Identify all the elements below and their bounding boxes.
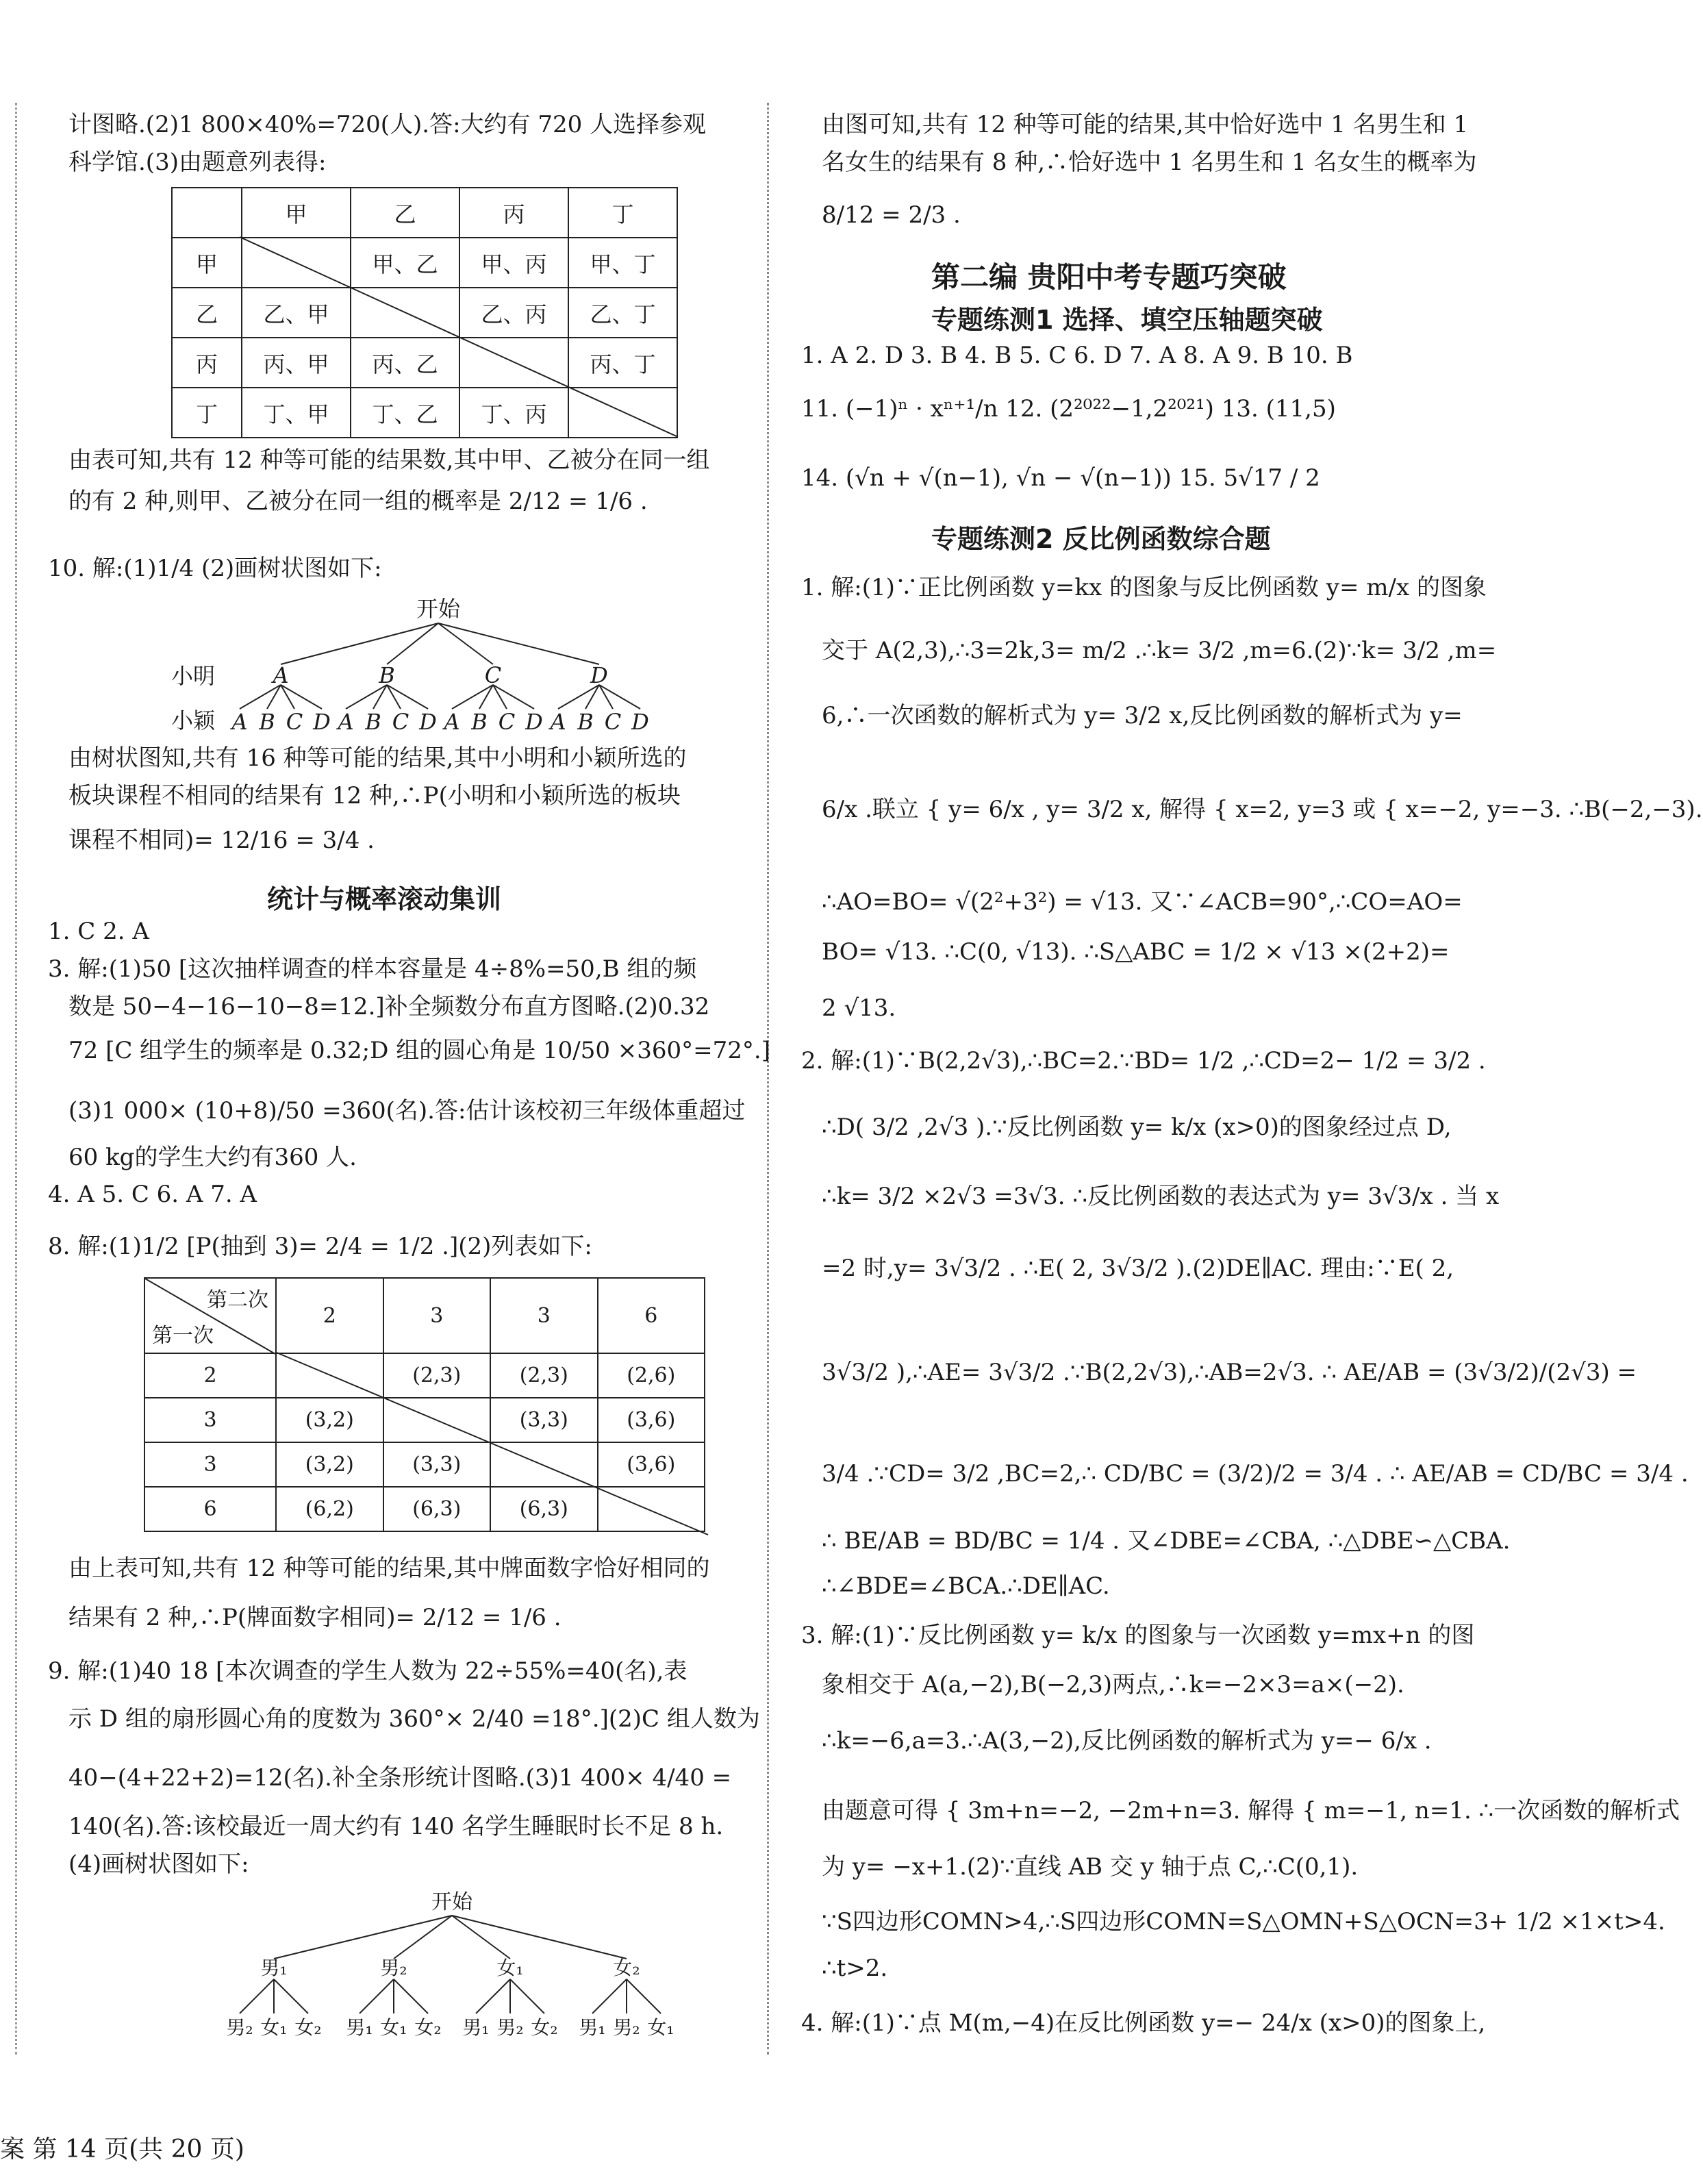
tree-node: B [379,662,395,688]
tree-node: 男₁ [260,1957,288,1979]
text-line: (3)1 000× (10+8)/50 =360(名).答:估计该校初三年级体重超过 [68,1097,746,1125]
tree-node: 男₁ [579,2016,606,2039]
text-line: 2 √13. [822,994,896,1022]
text-line: 3√3/2 ),∴AE= 3√3/2 .∵B(2,2√3),∴AB=2√3. ∴ AE/AB = (3√3/2)/(2√3) = [822,1359,1637,1386]
tree-node: 女₁ [380,2016,407,2039]
tree-label: 小明 [171,663,216,689]
text-line: 4. A 5. C 6. A 7. A [48,1181,257,1208]
tree-node: A [231,709,248,735]
text-line: 9. 解:(1)40 18 [本次调查的学生人数为 22÷55%=40(名),表 [48,1657,687,1685]
tree-node: A [273,662,289,688]
text-line: 10. 解:(1)1/4 (2)画树状图如下: [48,555,382,582]
text-line: 由图可知,共有 12 种等可能的结果,其中恰好选中 1 名男生和 1 [822,111,1469,138]
tree-label: 开始 [416,596,461,622]
tree-node: A [550,709,566,735]
tree-node: A [444,709,460,735]
tree-label: 开始 [431,1890,472,1914]
text-line: 72 [C 组学生的频率是 0.32;D 组的圆心角是 10/50 ×360°=72°.] [68,1037,770,1064]
text-line: 3. 解:(1)50 [这次抽样调查的样本容量是 4÷8%=50,B 组的频 [48,955,697,983]
text-line: ∴k= 3/2 ×2√3 =3√3. ∴反比例函数的表达式为 y= 3√3/x . 当 x [822,1183,1500,1210]
tree-node: 女₁ [496,1957,524,1979]
table-cell: 甲 [242,188,351,238]
tree-node: 女₁ [260,2016,288,2039]
table-cell: (2,6) [598,1353,705,1398]
tree-node: C [498,709,516,735]
table-cell: (3,6) [598,1442,705,1487]
tree-node: C [392,709,409,735]
text-line: 1. A 2. D 3. B 4. B 5. C 6. D 7. A 8. A 9. B 10. B [801,342,1353,369]
tree-node: 女₂ [613,1957,640,1979]
text-line: 名女生的结果有 8 种,∴恰好选中 1 名男生和 1 名女生的概率为 [822,149,1477,176]
tree-node: 女₁ [647,2016,674,2039]
table-cell: 6 [144,1487,276,1531]
table-cell: 甲、丙 [459,238,568,288]
table-cell: (3,2) [276,1398,383,1442]
table-cell: 2 [276,1278,383,1353]
text-line: 40−(4+22+2)=12(名).补全条形统计图略.(3)1 400× 4/40 = [68,1764,732,1792]
table-cell: 乙、甲 [242,288,351,338]
text-line: 数是 50−4−16−10−8=12.]补全频数分布直方图略.(2)0.32 [68,993,710,1020]
table-cell: 甲、丁 [568,238,677,288]
text-line: ∴k=−6,a=3.∴A(3,−2),反比例函数的解析式为 y=− 6/x . [822,1727,1432,1755]
table-cell: (3,2) [276,1442,383,1487]
text-line: =2 时,y= 3√3/2 . ∴E( 2, 3√3/2 ).(2)DE∥AC. 理由:∵E( 2, [822,1255,1454,1282]
table-cell: 2 [144,1353,276,1398]
text-line: 计图略.(2)1 800×40%=720(人).答:大约有 720 人选择参观 [68,111,707,138]
text-line: (4)画树状图如下: [68,1850,249,1878]
table-cell: 丙 [459,188,568,238]
table-cell: 丙、甲 [242,338,351,388]
table-cell: (6,3) [383,1487,491,1531]
table-cell: 丁、甲 [242,388,351,438]
text-line: 由表可知,共有 12 种等可能的结果数,其中甲、乙被分在同一组 [68,447,710,474]
table-cell: (3,6) [598,1398,705,1442]
tree-node: B [365,709,381,735]
text-line: 交于 A(2,3),∴3=2k,3= m/2 .∴k= 3/2 ,m=6.(2)∵k= 3/2 ,m= [822,637,1497,664]
text-line: ∵S四边形COMN>4,∴S四边形COMN=S△OMN+S△OCN=3+ 1/2 ×1×t>4. [822,1908,1665,1935]
text-line: 的有 2 种,则甲、乙被分在同一组的概率是 2/12 = 1/6 . [68,488,648,515]
text-line: 4. 解:(1)∵点 M(m,−4)在反比例函数 y=− 24/x (x>0)的图象上, [801,2009,1486,2037]
table-cell: 6 [598,1278,705,1353]
tree-node: 男₂ [613,2016,640,2039]
table-cell: 3 [144,1398,276,1442]
table-cell: (3,3) [490,1398,598,1442]
text-line: 8. 解:(1)1/2 [P(抽到 3)= 2/4 = 1/2 .](2)列表如下: [48,1233,592,1260]
tree-node: D [525,709,543,735]
table-cell: (6,3) [490,1487,598,1531]
table-cell: 丁 [172,388,242,438]
tree-label: 小颖 [171,707,216,733]
text-line: ∴t>2. [822,1955,888,1982]
tree-node: D [419,709,437,735]
tree-node: A [338,709,354,735]
text-line: ∴∠BDE=∠BCA.∴DE∥AC. [822,1572,1110,1600]
text-line: 由题意可得 { 3m+n=−2, −2m+n=3. 解得 { m=−1, n=1. ∴一次函数的解析式 [822,1797,1680,1824]
page-footer: 案 第 14 页(共 20 页) [0,2135,244,2163]
table-cell: (3,3) [383,1442,491,1487]
text-line: 结果有 2 种,∴P(牌面数字相同)= 2/12 = 1/6 . [68,1604,562,1631]
text-line: 14. (√n + √(n−1), √n − √(n−1)) 15. 5√17 / 2 [801,464,1320,492]
table-cell: 3 [144,1442,276,1487]
tree-node: B [577,709,594,735]
text-line: BO= √13. ∴C(0, √13). ∴S△ABC = 1/2 × √13 ×(2+2)= [822,938,1450,966]
tree-diagram-ABCD [171,596,692,740]
tree-diagram-gender [185,1887,705,2051]
table-cell: 甲 [172,238,242,288]
tree-node: 女₂ [531,2016,558,2039]
table-cell: 丙、乙 [351,338,459,388]
text-line: ∴ BE/AB = BD/BC = 1/4 . 又∠DBE=∠CBA, ∴△DBE∽△CBA. [822,1527,1511,1555]
table-cell: (2,3) [490,1353,598,1398]
text-line: 由上表可知,共有 12 种等可能的结果,其中牌面数字恰好相同的 [68,1555,710,1582]
text-line: 由树状图知,共有 16 种等可能的结果,其中小明和小颖所选的 [68,744,687,772]
table-diagonal [277,1353,708,1535]
table-cell: 3 [383,1278,491,1353]
section-heading: 专题练测2 反比例函数综合题 [931,524,1271,554]
text-line: 3. 解:(1)∵反比例函数 y= k/x 的图象与一次函数 y=mx+n 的图 [801,1622,1475,1649]
table-cell: 丙 [172,338,242,388]
text-line: 11. (−1)ⁿ · xⁿ⁺¹/n 12. (2²⁰²²−1,2²⁰²¹) 13. (11,5) [801,395,1336,423]
text-line: 3/4 .∵CD= 3/2 ,BC=2,∴ CD/BC = (3/2)/2 = 3/4 . ∴ AE/AB = CD/BC = 3/4 . [822,1460,1689,1488]
tree-node: 男₁ [462,2016,490,2039]
text-line: 象相交于 A(a,−2),B(−2,3)两点,∴k=−2×3=a×(−2). [822,1671,1404,1698]
tree-node: 男₂ [226,2016,253,2039]
tree-node: 男₂ [380,1957,407,1979]
tree-node: 男₁ [346,2016,373,2039]
column-divider [767,103,769,2055]
text-line: 8/12 = 2/3 . [822,201,961,229]
table-cell: (6,2) [276,1487,383,1531]
table-cell: 甲、乙 [351,238,459,288]
tree-node: B [471,709,488,735]
text-line: 2. 解:(1)∵B(2,2√3),∴BC=2.∵BD= 1/2 ,∴CD=2− 1/2 = 3/2 . [801,1047,1486,1075]
text-line: 板块课程不相同的结果有 12 种,∴P(小明和小颖所选的板块 [68,782,681,809]
table-diagonal [240,237,678,437]
table-cell [172,188,242,238]
text-line: 6/x .联立 { y= 6/x , y= 3/2 x, 解得 { x=2, y=3 或 { x=−2, y=−3. ∴B(−2,−3). [822,796,1703,823]
table-cell: (2,3) [383,1353,491,1398]
tree-node: B [259,709,275,735]
corner-label-bottom: 第一次 [152,1324,214,1348]
text-line: 示 D 组的扇形圆心角的度数为 360°× 2/40 =18°.](2)C 组人数为 [68,1705,760,1733]
text-line: ∴D( 3/2 ,2√3 ).∵反比例函数 y= k/x (x>0)的图象经过点 D, [822,1114,1452,1141]
table-cell: 丁 [568,188,677,238]
tree-node: C [286,709,303,735]
tree-node: D [313,709,331,735]
table-cell: 乙 [172,288,242,338]
section-heading: 专题练测1 选择、填空压轴题突破 [931,305,1323,335]
left-margin-rule [15,103,17,2055]
tree-node: 女₂ [414,2016,442,2039]
table-cell: 丁、乙 [351,388,459,438]
text-line: 1. 解:(1)∵正比例函数 y=kx 的图象与反比例函数 y= m/x 的图象 [801,574,1487,601]
tree-node: C [484,662,502,688]
section-heading: 统计与概率滚动集训 [267,884,502,914]
corner-label-top: 第二次 [207,1288,268,1312]
part-heading: 第二编 贵阳中考专题巧突破 [931,260,1287,294]
tree-node: 男₂ [496,2016,524,2039]
table-cell: 3 [490,1278,598,1353]
table-cell: 丙、丁 [568,338,677,388]
tree-node: 女₂ [294,2016,322,2039]
text-line: 课程不相同)= 12/16 = 3/4 . [68,827,375,854]
text-line: 60 kg的学生大约有360 人. [68,1144,357,1171]
tree-node: D [590,662,608,688]
tree-node: C [604,709,622,735]
text-line: ∴AO=BO= √(2²+3²) = √13. 又∵∠ACB=90°,∴CO=AO= [822,888,1463,916]
text-line: 6,∴一次函数的解析式为 y= 3/2 x,反比例函数的解析式为 y= [822,702,1463,729]
text-line: 140(名).答:该校最近一周大约有 140 名学生睡眠时长不足 8 h. [68,1813,724,1840]
tree-node: D [631,709,649,735]
table-cell: 乙、丁 [568,288,677,338]
table-corner-cell [144,1278,276,1353]
table-cell: 丁、丙 [459,388,568,438]
table-cell: 乙 [351,188,459,238]
text-line: 为 y= −x+1.(2)∵直线 AB 交 y 轴于点 C,∴C(0,1). [822,1853,1359,1881]
text-line: 1. C 2. A [48,918,149,945]
table-cell: 乙、丙 [459,288,568,338]
text-line: 科学馆.(3)由题意列表得: [68,149,327,176]
